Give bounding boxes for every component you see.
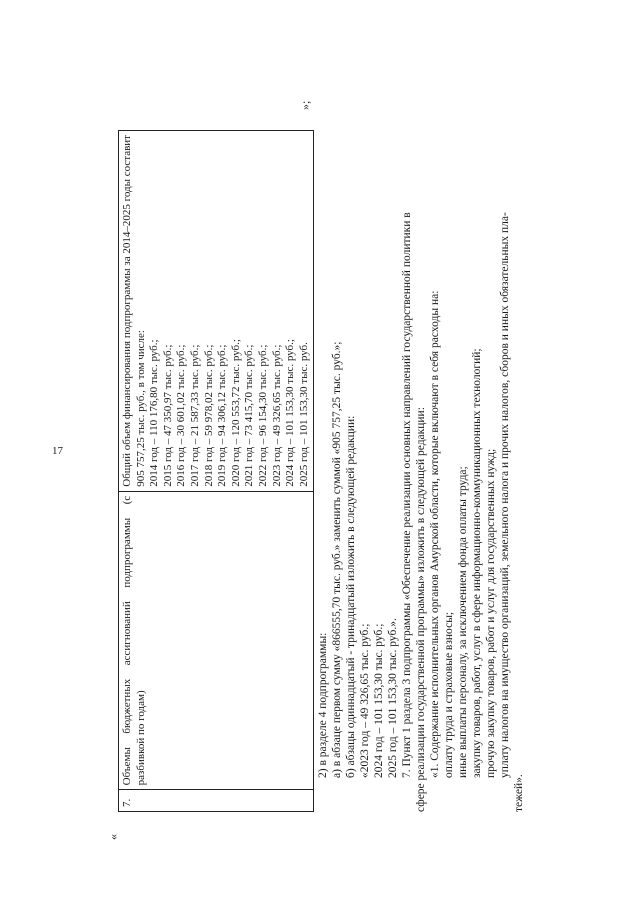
text-line: б) абзацы одиннадцатый - тринадцатый изложить в следующей редакции: — [345, 415, 357, 778]
text-line: 2) в разделе 4 подпрограммы: — [317, 632, 329, 778]
text-line: закупку товаров, работ, услуг в сфере информационно-коммуникационных технологий; — [471, 348, 483, 778]
text-line: а) в абзаце первом сумму «866555,70 тыс. руб.» заменить суммой «905 757,25 тыс. руб.»; — [331, 341, 343, 778]
rotated-page-content — [80, 60, 640, 840]
text-line: прочую закупку товаров, работ и услуг для государственных нужд; — [485, 448, 497, 778]
funding-line: 2020 год – 120 553,72 тыс. руб.; — [229, 339, 242, 487]
funding-line: 2019 год – 94 306,12 тыс. руб.; — [216, 344, 229, 487]
text-line: «1. Содержание исполнительных органов Амурской области, которые включают в себя расходы на: — [429, 290, 441, 778]
row-value — [119, 131, 314, 492]
funding-line: 2015 год – 47 350,97 тыс. руб.; — [161, 344, 174, 487]
text-line: 2024 год – 101 153,30 тыс. руб.; — [373, 623, 385, 778]
text-line: уплату налогов на имущество организаций, земельного налога и прочих налогов, сборов и иных обязательных пла- — [499, 212, 511, 778]
text-line: 2025 год – 101 153,30 тыс. руб.». — [387, 618, 399, 778]
funding-line: 2021 год – 73 415,70 тыс. руб.; — [243, 344, 256, 487]
text-line: оплату труда и страховые взносы; — [443, 611, 455, 778]
document-body — [80, 60, 640, 840]
table-row — [119, 131, 314, 812]
text-line: 7. Пункт 1 раздела 3 подпрограммы «Обеспечение реализации основных направлений государственной политики в — [401, 212, 413, 778]
funding-line: 2025 год – 101 153,30 тыс. руб. — [297, 342, 310, 487]
funding-line: 2024 год – 101 153,30 тыс. руб.; — [284, 339, 297, 487]
text-line: иные выплаты персоналу, за исключением фонда оплаты труда; — [457, 466, 469, 778]
page-number: 17 — [52, 445, 63, 457]
passport-table — [118, 130, 314, 812]
row-number: 7. — [119, 790, 314, 812]
funding-line: 2023 год – 49 326,65 тыс. руб.; — [270, 344, 283, 487]
funding-line: 2016 год – 30 601,02 тыс. руб.; — [175, 344, 188, 487]
funding-line: 2022 год – 96 154,30 тыс. руб.; — [256, 344, 269, 487]
funding-line: 2017 год – 21 587,33 тыс. руб.; — [188, 344, 201, 487]
text-line: сфере реализации государственной программы» изложить в следующей редакции: — [415, 407, 427, 812]
funding-line: Общий объем финансирования подпрограммы за 2014–2025 годы составит — [121, 135, 133, 487]
amendment-text — [316, 92, 526, 812]
opening-quote: « — [106, 834, 120, 840]
funding-line: 905 757,25 тыс. руб., в том числе: — [134, 330, 147, 487]
text-line: «2023 год – 49 326,65 тыс. руб.; — [359, 623, 371, 778]
funding-line: 2018 год – 59 978,02 тыс. руб.; — [202, 344, 215, 487]
closing-quote: »; — [298, 100, 312, 110]
text-line: тежей». — [513, 774, 525, 812]
row-label: Объемы бюджетных ассигнований подпрограммы (с разбивкой по годам) — [119, 491, 314, 790]
funding-line: 2014 год – 110 176,80 тыс. руб.; — [148, 339, 161, 487]
